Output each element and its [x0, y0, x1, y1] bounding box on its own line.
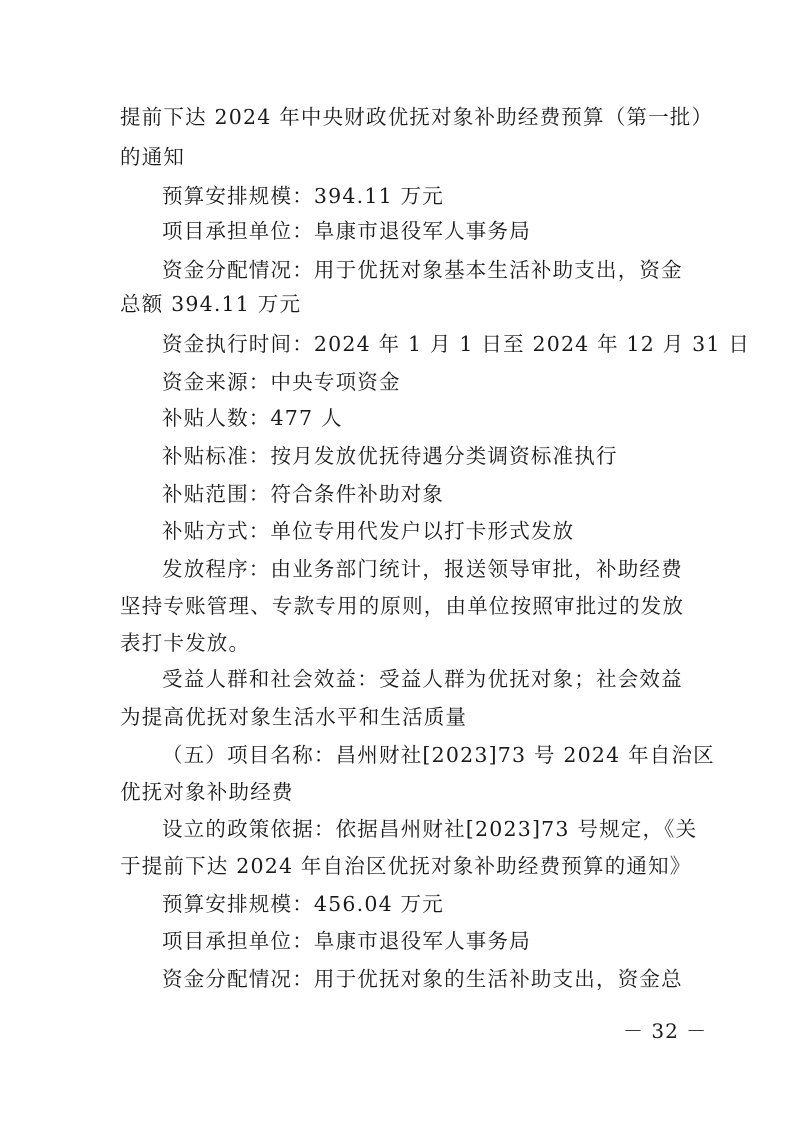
text-line: 项目承担单位：阜康市退役军人事务局: [162, 929, 531, 953]
text-line: （五）项目名称：昌州财社[2023]73 号 2024 年自治区: [162, 743, 715, 767]
text-line: 预算安排规模：456.04 万元: [162, 892, 444, 916]
text-line: 设立的政策依据：依据昌州财社[2023]73 号规定，《关: [162, 817, 698, 841]
text-line: 预算安排规模：394.11 万元: [162, 184, 444, 208]
text-line: 补贴方式：单位专用代发户以打卡形式发放: [162, 519, 575, 543]
text-line: 的通知: [120, 145, 186, 169]
text-line: 于提前下达 2024 年自治区优抚对象补助经费预算的通知》: [120, 854, 692, 878]
text-line: 表打卡发放。: [120, 631, 251, 655]
text-line: 优抚对象补助经费: [120, 780, 294, 804]
text-line: 为提高优抚对象生活水平和生活质量: [120, 705, 468, 729]
text-line: 资金来源：中央专项资金: [162, 370, 401, 394]
text-line: 补贴标准：按月发放优抚待遇分类调资标准执行: [162, 444, 618, 468]
text-line: 项目承担单位：阜康市退役军人事务局: [162, 219, 531, 243]
text-line: 资金执行时间：2024 年 1 月 1 日至 2024 年 12 月 31 日: [162, 332, 751, 356]
text-line: 补贴人数：477 人: [162, 406, 343, 430]
page-number: － 32 －: [623, 1019, 708, 1043]
text-line: 提前下达 2024 年中央财政优抚对象补助经费预算（第一批）: [120, 105, 714, 129]
text-line: 坚持专账管理、专款专用的原则，由单位按照审批过的发放: [120, 594, 685, 618]
text-line: 受益人群和社会效益：受益人群为优抚对象；社会效益: [162, 667, 683, 691]
text-line: 资金分配情况：用于优抚对象的生活补助支出，资金总: [162, 967, 683, 991]
text-line: 总额 394.11 万元: [120, 292, 302, 316]
text-line: 资金分配情况：用于优抚对象基本生活补助支出，资金: [162, 258, 683, 282]
text-line: 发放程序：由业务部门统计，报送领导审批，补助经费: [162, 557, 683, 581]
text-line: 补贴范围：符合条件补助对象: [162, 482, 445, 506]
